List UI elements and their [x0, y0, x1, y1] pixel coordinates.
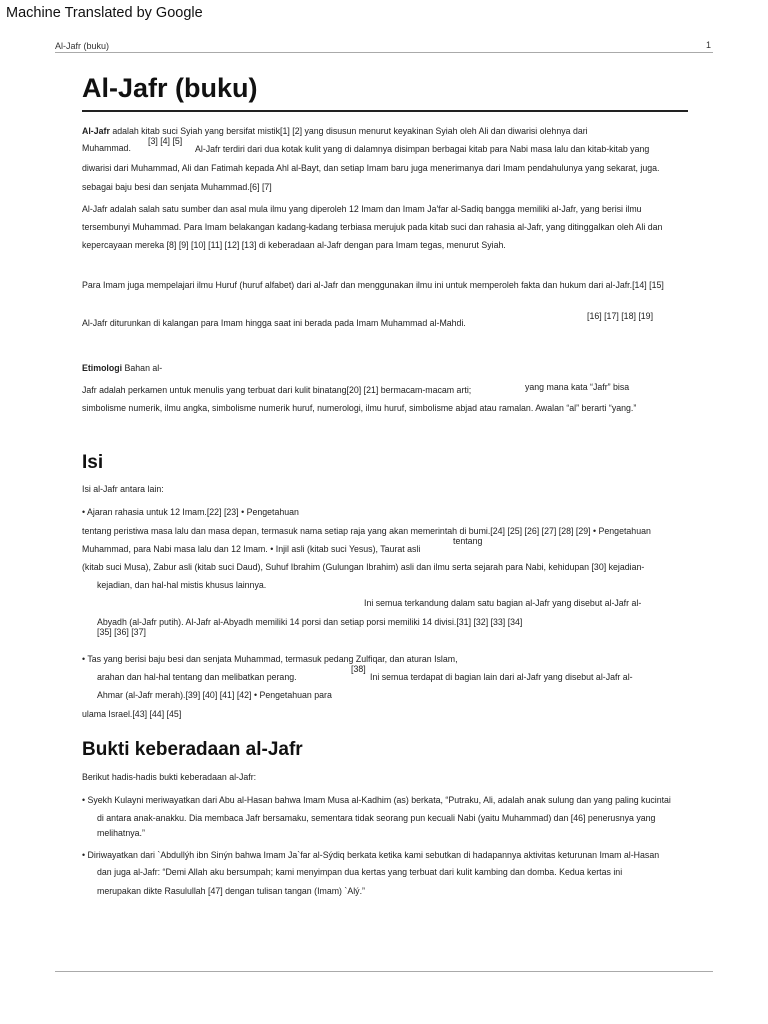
running-header-title: Al-Jafr (buku) — [55, 41, 110, 51]
contents-line: Ini semua terkandung dalam satu bagian al-Jafr yang disebut al-Jafr al- — [364, 598, 642, 608]
etymology-line: yang mana kata “Jafr” bisa — [525, 382, 630, 392]
section-heading-evidence: Bukti keberadaan al-Jafr — [82, 739, 303, 760]
evidence-line: • Diriwayatkan dari `Abdullýh ibn Sinýn bahwa Imam Ja`far al-Sýdiq berkata ketika kami sebutkan di hadapannya aktivitas keturunan Imam al-Hasan — [82, 850, 660, 860]
intro-line: sebagai baju besi dan senjata Muhammad.[6] [7] — [82, 182, 272, 192]
intro-line: Muhammad. — [82, 143, 131, 153]
intro-line: Al-Jafr terdiri dari dua kotak kulit yang di dalamnya disimpan berbagai kitab para Nabi masa lalu dan kitab-kitab yang — [195, 144, 650, 154]
evidence-lead: Berikut hadis-hadis bukti keberadaan al-Jafr: — [82, 772, 257, 782]
footer-divider — [55, 971, 713, 972]
etymology-heading: Etimologi — [82, 363, 123, 373]
intro-first-line — [82, 126, 588, 136]
citation-refs: [35] [36] [37] — [97, 627, 146, 637]
title-underline — [82, 110, 688, 112]
contents-lead: Isi al-Jafr antara lain: — [82, 484, 164, 494]
contents-line: • Tas yang berisi baju besi dan senjata Muhammad, termasuk pedang Zulfiqar, dan aturan Islam, — [82, 654, 458, 664]
lead-term: Al-Jafr — [82, 126, 110, 136]
evidence-line: di antara anak-anakku. Dia membaca Jafr bersamaku, sementara tidak seorang pun kecuali Nabi (yaitu Muhammad) dan [46] penerusnya yang — [97, 813, 656, 823]
evidence-line: melihatnya.” — [97, 828, 145, 838]
intro-first-line-text: adalah kitab suci Syiah yang bersifat mistik[1] [2] yang disusun menurut keyakinan Syiah oleh Ali dan diwarisi olehnya dari — [109, 126, 588, 136]
header-divider — [55, 52, 713, 53]
contents-line: arahan dan hal-hal tentang dan melibatkan perang. — [97, 672, 297, 682]
page-number: 1 — [705, 40, 711, 50]
intro-line: tersembunyi Muhammad. Para Imam belakangan kadang-kadang terbiasa merujuk pada kitab suci dan rahasia al-Jafr, yang ditinggalkan oleh Ali dan — [82, 222, 663, 232]
etymology-line: Jafr adalah perkamen untuk menulis yang terbuat dari kulit binatang[20] [21] bermacam-macam arti; — [82, 385, 472, 395]
contents-line: Muhammad, para Nabi masa lalu dan 12 Imam. • Injil asli (kitab suci Yesus), Taurat asli — [82, 544, 421, 554]
citation-refs: [38] — [351, 664, 366, 674]
contents-line: kejadian, dan hal-hal mistis khusus lainnya. — [97, 580, 267, 590]
intro-line: kepercayaan mereka [8] [9] [10] [11] [12] [13] di keberadaan al-Jafr dengan para Imam tegas, menurut Syiah. — [82, 240, 506, 250]
evidence-line: dan juga al-Jafr: “Demi Allah aku bersumpah; kami menyimpan dua kertas yang terbuat dari kulit kambing dan domba. Kedua kertas ini — [97, 867, 623, 877]
citation-refs: [3] [4] [5] — [148, 136, 183, 146]
contents-line: Ini semua terdapat di bagian lain dari al-Jafr yang disebut al-Jafr al- — [370, 672, 633, 682]
intro-line: Al-Jafr diturunkan di kalangan para Imam hingga saat ini berada pada Imam Muhammad al-Mahdi. — [82, 318, 466, 328]
etymology-line: simbolisme numerik, ilmu angka, simbolisme numerik huruf, numerologi, ilmu huruf, simbolisme abjad atau ramalan. Awalan “al” berarti “yang.” — [82, 403, 637, 413]
contents-line: (kitab suci Musa), Zabur asli (kitab suci Daud), Suhuf Ibrahim (Gulungan Ibrahim) asli dan ilmu serta sejarah para Nabi, kehidupan [30] kejadian- — [82, 562, 645, 572]
machine-translation-banner: Machine Translated by Google — [6, 5, 203, 21]
citation-refs: [16] [17] [18] [19] — [587, 311, 654, 321]
contents-line: Ahmar (al-Jafr merah).[39] [40] [41] [42] • Pengetahuan para — [97, 690, 332, 700]
evidence-line: merupakan dikte Rasulullah [47] dengan tulisan tangan (Imam) `Alý.” — [97, 886, 365, 896]
article-title: Al-Jafr (buku) — [82, 73, 258, 103]
section-heading-contents: Isi — [82, 452, 104, 473]
etymology-first-line — [82, 363, 162, 373]
contents-line: Abyadh (al-Jafr putih). Al-Jafr al-Abyadh memiliki 14 porsi dan setiap porsi memiliki 14 divisi.[31] [32] [33] [34] — [97, 617, 523, 627]
intro-line: Al-Jafr adalah salah satu sumber dan asal mula ilmu yang diperoleh 12 Imam dan Imam Ja'far al-Sadiq bangga memiliki al-Jafr, yang berisi ilmu — [82, 204, 642, 214]
contents-line: • Ajaran rahasia untuk 12 Imam.[22] [23] • Pengetahuan — [82, 507, 299, 517]
contents-line: ulama Israel.[43] [44] [45] — [82, 709, 182, 719]
contents-line: tentang peristiwa masa lalu dan masa depan, termasuk nama setiap raja yang akan memerintah di bumi.[24] [25] [26] [27] [28] [29] • Pengetahuan — [82, 526, 651, 536]
intro-line: Para Imam juga mempelajari ilmu Huruf (huruf alfabet) dari al-Jafr dan menggunakan ilmu ini untuk memperoleh fakta dan hukum dari al-Jafr.[14] [15] — [82, 280, 664, 290]
evidence-line: • Syekh Kulayni meriwayatkan dari Abu al-Hasan bahwa Imam Musa al-Kadhim (as) berkata, “Putraku, Ali, adalah anak sulung dan yang paling kucintai — [82, 795, 671, 805]
intro-line: diwarisi dari Muhammad, Ali dan Fatimah kepada Ahl al-Bayt, dan setiap Imam baru juga menerimanya dari Imam pendahulunya yang sekarat, juga. — [82, 163, 660, 173]
contents-line: tentang — [453, 536, 483, 546]
etymology-first-line-text: Bahan al- — [122, 363, 163, 373]
